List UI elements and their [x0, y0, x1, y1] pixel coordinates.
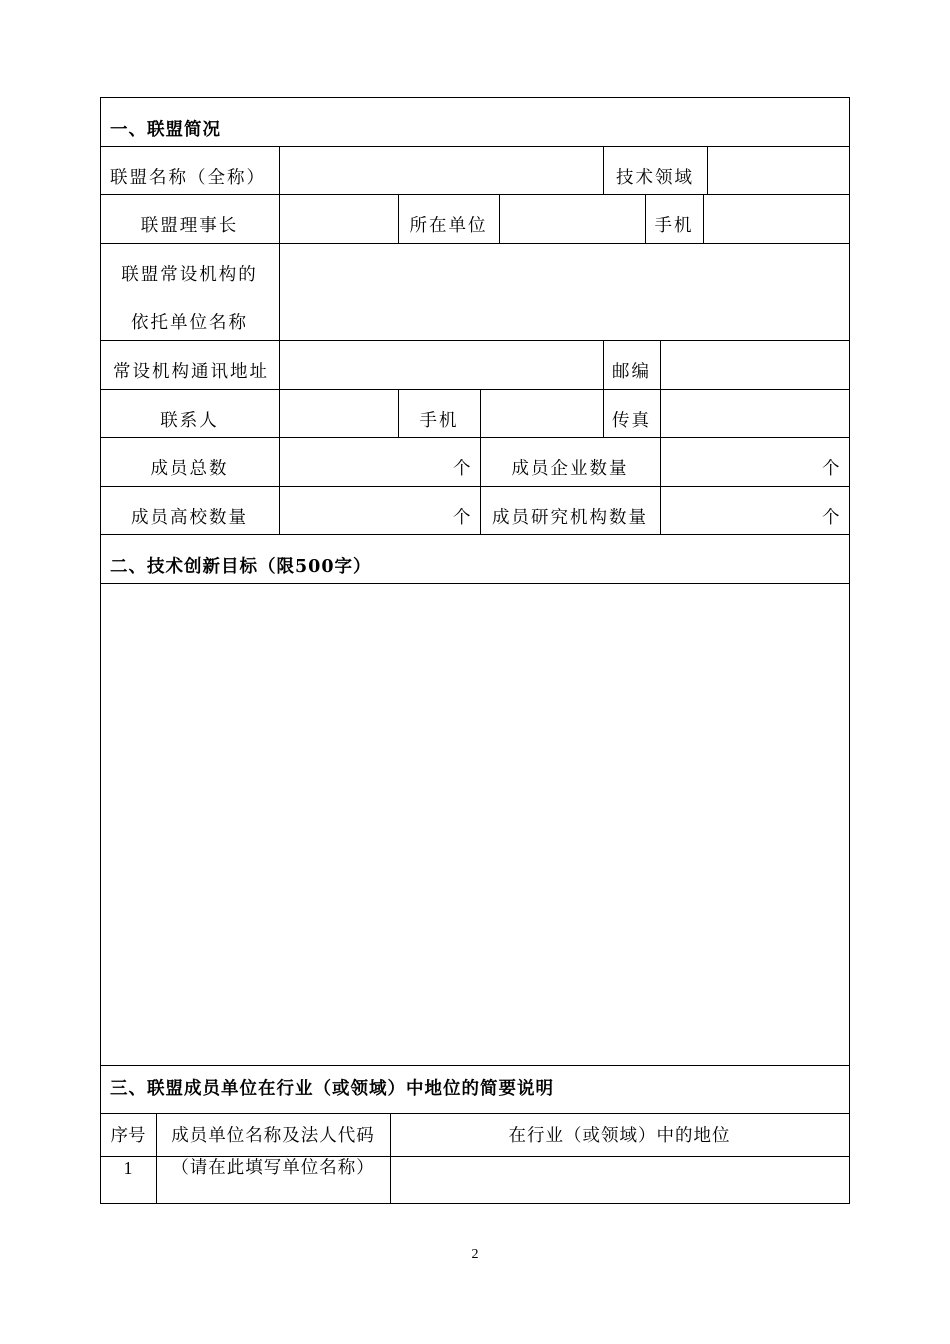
tech-field-label: 技术领域	[616, 168, 694, 188]
chairman-unit-label: 所在单位	[409, 216, 488, 236]
table-border-right	[849, 97, 850, 1204]
page-number: 2	[471, 1247, 479, 1262]
contact-mobile-label: 手机	[419, 411, 459, 431]
alliance-name-field[interactable]	[280, 147, 603, 194]
alliance-name-label: 联盟名称（全称）	[110, 168, 266, 188]
unit-suffix: 个	[822, 508, 842, 528]
section1-title: 一、联盟简况	[110, 120, 221, 140]
row-divider	[100, 1113, 850, 1114]
contact-label: 联系人	[160, 411, 219, 431]
table-border-top	[100, 97, 850, 98]
col-header-index: 序号	[110, 1126, 146, 1146]
fax-label: 传真	[612, 411, 651, 431]
unit-suffix: 个	[822, 459, 842, 479]
innovation-goal-textarea[interactable]	[101, 584, 849, 1065]
col-divider	[603, 146, 604, 195]
unit-suffix: 个	[453, 508, 473, 528]
section2-title: 二、技术创新目标（限500字）	[110, 557, 372, 577]
row-industry-position-field[interactable]	[391, 1157, 849, 1203]
chairman-mobile-label: 手机	[654, 216, 694, 236]
university-count-field[interactable]	[280, 487, 450, 534]
section3-title: 三、联盟成员单位在行业（或领域）中地位的简要说明	[110, 1079, 554, 1099]
tech-field-field[interactable]	[708, 147, 849, 194]
chairman-unit-field[interactable]	[500, 195, 645, 243]
institute-count-label: 成员研究机构数量	[492, 508, 648, 528]
col-header-industry-position: 在行业（或领域）中的地位	[508, 1126, 731, 1146]
host-unit-label-line2: 依托单位名称	[131, 313, 248, 333]
unit-suffix: 个	[453, 459, 473, 479]
host-unit-label-line1: 联盟常设机构的	[121, 265, 258, 285]
chairman-label: 联盟理事长	[140, 216, 239, 236]
col-header-member-name: 成员单位名称及法人代码	[171, 1126, 375, 1146]
enterprise-count-field[interactable]	[661, 438, 821, 486]
chairman-field[interactable]	[280, 195, 398, 243]
contact-field[interactable]	[280, 390, 398, 437]
fax-field[interactable]	[661, 390, 849, 437]
table-border-bottom	[100, 1203, 850, 1204]
postcode-field[interactable]	[661, 341, 849, 389]
total-members-field[interactable]	[280, 438, 450, 486]
address-field[interactable]	[280, 341, 603, 389]
postcode-label: 邮编	[612, 362, 651, 382]
university-count-label: 成员高校数量	[131, 508, 248, 528]
row-divider	[100, 534, 850, 535]
chairman-mobile-field[interactable]	[704, 195, 849, 243]
row-member-name[interactable]: （请在此填写单位名称）	[171, 1158, 375, 1178]
enterprise-count-label: 成员企业数量	[511, 459, 629, 479]
institute-count-field[interactable]	[661, 487, 821, 534]
host-unit-field[interactable]	[280, 244, 849, 340]
row-index: 1	[123, 1158, 133, 1178]
row-divider	[100, 1065, 850, 1066]
total-members-label: 成员总数	[150, 459, 229, 479]
address-label: 常设机构通讯地址	[113, 362, 269, 382]
contact-mobile-field[interactable]	[481, 390, 603, 437]
